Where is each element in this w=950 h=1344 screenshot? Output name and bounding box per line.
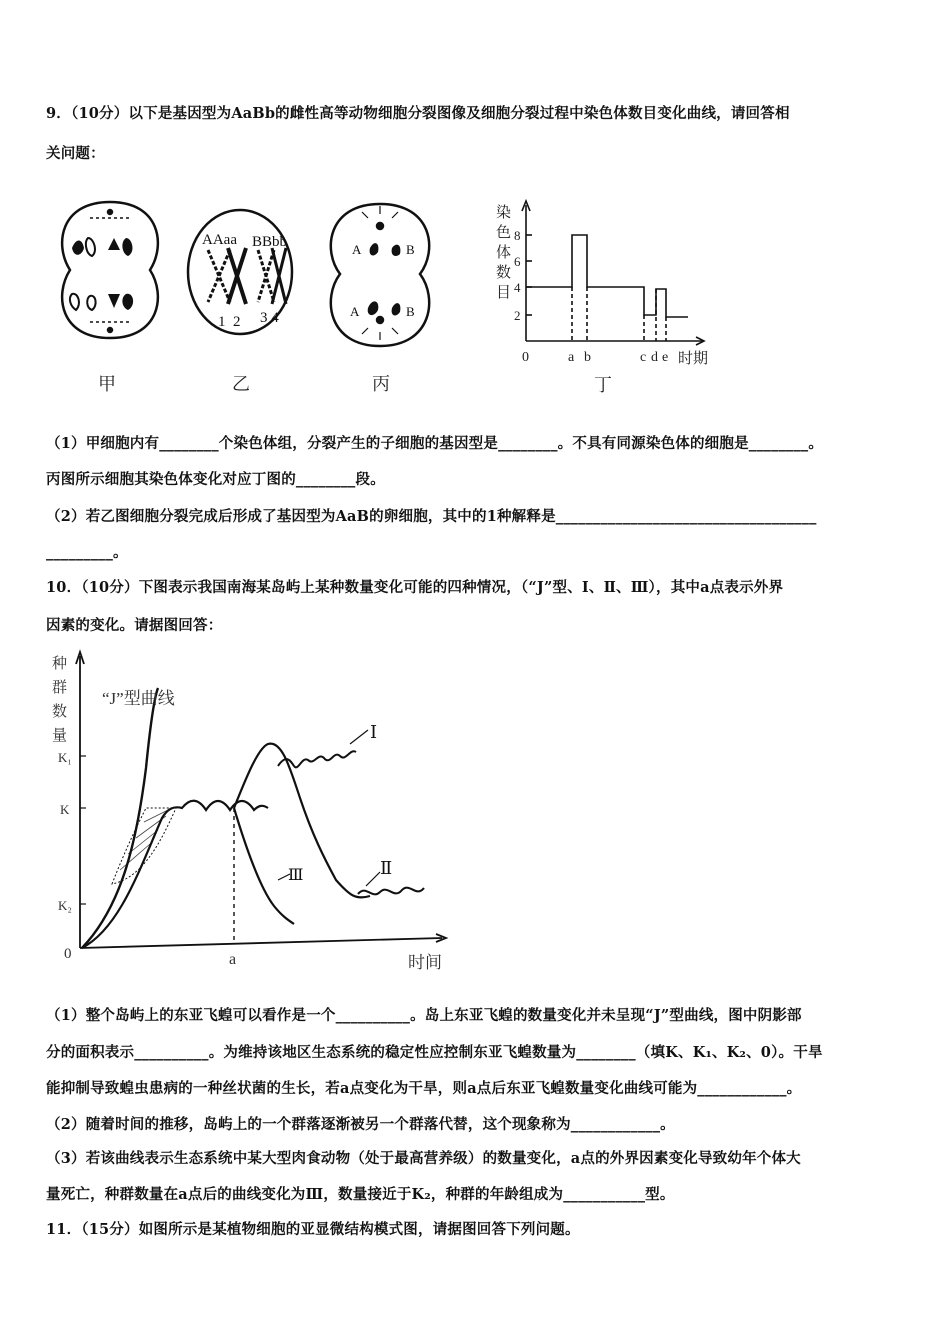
ding-xlabel: 时期 xyxy=(678,351,709,367)
cell-bing xyxy=(331,204,429,346)
yi-label-bottom-right: 3 4 xyxy=(260,310,279,326)
shaded-area xyxy=(112,808,176,884)
q10-sub1-line2: 分的面积表示__________。为维持该地区生态系统的稳定性应控制东亚飞蝗数量为________（填K、K₁、K₂、0）。干旱 xyxy=(46,1044,823,1061)
q10-sub2: （2）随着时间的推移，岛屿上的一个群落逐渐被另一个群落代替，这个现象称为____________。 xyxy=(46,1116,675,1133)
ytick-k1: K₁ xyxy=(58,750,72,765)
ding-xtick-d: d xyxy=(651,350,658,365)
q10-stem-line2: 因素的变化。请据图回答： xyxy=(46,617,223,634)
q10-sub1-line1: （1）整个岛屿上的东亚飞蝗可以看作是一个__________。岛上东亚飞蝗的数量变化并未呈现“J”型曲线，图中阴影部 xyxy=(46,1007,802,1024)
chart-ylabel-2: 群 xyxy=(52,680,68,696)
yi-label-bottom-left: 1 2 xyxy=(218,314,241,330)
q9-sub1-line2: 丙图所示细胞其染色体变化对应丁图的________段。 xyxy=(46,471,385,488)
cell-division-figures xyxy=(50,190,450,400)
yi-gene-top-right: BBbb xyxy=(252,234,288,250)
chart-ylabel-4: 量 xyxy=(52,728,68,744)
q10-stem-line1: 10．（10分）下图表示我国南海某岛屿上某种数量变化可能的四种情况，（“J”型、Ⅰ、Ⅱ、Ⅲ），其中a点表示外界 xyxy=(46,579,784,596)
bing-gene-top-right: B xyxy=(406,242,415,257)
q9-stem-line1: 9．（10分）以下是基因型为AaBb的雌性高等动物细胞分裂图像及细胞分裂过程中染色体数目变化曲线，请回答相 xyxy=(46,105,790,122)
q10-sub3-line2: 量死亡，种群数量在a点后的曲线变化为Ⅲ，数量接近于K₂，种群的年龄组成为___________型。 xyxy=(46,1186,675,1203)
s-curve xyxy=(82,801,268,948)
label-curve-III: Ⅲ xyxy=(288,867,304,884)
chromosome-number-chart xyxy=(490,195,730,405)
ding-ylabel-3: 体 xyxy=(496,245,512,261)
ding-xtick-c: c xyxy=(640,350,647,365)
curve-I-tail xyxy=(278,751,356,767)
ding-xtick-a: a xyxy=(568,350,575,365)
q9-sub2-line2: _________。 xyxy=(46,544,128,561)
chart-xlabel: 时间 xyxy=(408,953,442,972)
ding-xtick-e: e xyxy=(662,350,669,365)
yi-gene-top-left: AAaa xyxy=(202,232,237,248)
q10-sub1-line3: 能抑制导致蝗虫患病的一种丝状菌的生长，若a点变化为干旱，则a点后东亚飞蝗数量变化曲线可能为____________。 xyxy=(46,1080,802,1097)
ding-origin: 0 xyxy=(522,350,529,365)
label-curve-I: Ⅰ xyxy=(370,722,378,742)
caption-ding: 丁 xyxy=(594,375,612,395)
bing-gene-bottom-right: B xyxy=(406,304,415,319)
ding-ylabel-4: 数 xyxy=(496,265,512,281)
chart-title-j: “J”型曲线 xyxy=(102,689,175,708)
cell-jia xyxy=(62,202,158,338)
chart-ylabel-3: 数 xyxy=(52,704,68,720)
ytick-k2: K₂ xyxy=(58,898,72,913)
label-curve-II: Ⅱ xyxy=(380,858,393,878)
caption-yi: 乙 xyxy=(232,374,250,394)
chart-ylabel-1: 种 xyxy=(52,656,68,672)
curve-II-tail xyxy=(358,888,424,895)
bing-gene-bottom-left: A xyxy=(350,304,360,319)
ytick-k: K xyxy=(60,802,70,817)
ding-ytick-6: 6 xyxy=(514,254,521,269)
ding-ylabel-5: 目 xyxy=(496,285,512,301)
caption-jia: 甲 xyxy=(98,374,116,394)
caption-bing: 丙 xyxy=(372,374,390,394)
chart-xmark-a: a xyxy=(229,951,237,968)
ding-ytick-4: 4 xyxy=(514,280,521,295)
ding-ylabel-2: 色 xyxy=(496,225,512,241)
ding-ytick-8: 8 xyxy=(514,228,521,243)
bing-chromosomes xyxy=(368,243,401,315)
population-curve-chart xyxy=(50,648,470,978)
q10-sub3-line1: （3）若该曲线表示生态系统中某大型肉食动物（处于最高营养级）的数量变化，a点的外界因素变化导致幼年个体大 xyxy=(46,1150,801,1167)
q9-stem-line2: 关问题： xyxy=(46,145,105,162)
ding-ylabel-1: 染 xyxy=(496,205,512,221)
q11-stem-line1: 11．（15分）如图所示是某植物细胞的亚显微结构模式图，请据图回答下列问题。 xyxy=(46,1221,580,1238)
ding-xtick-b: b xyxy=(584,350,591,365)
jia-chromosomes xyxy=(70,238,133,310)
q9-sub2-line1: （2）若乙图细胞分裂完成后形成了基因型为AaB的卵细胞，其中的1种解释是___________________________________ xyxy=(46,508,817,525)
curve-III xyxy=(234,808,294,924)
bing-gene-top-left: A xyxy=(352,242,362,257)
ding-ytick-2: 2 xyxy=(514,308,521,323)
chart-origin: 0 xyxy=(64,946,72,962)
q9-sub1-line1: （1）甲细胞内有________个染色体组，分裂产生的子细胞的基因型是________。不具有同源染色体的细胞是________。 xyxy=(46,435,824,452)
